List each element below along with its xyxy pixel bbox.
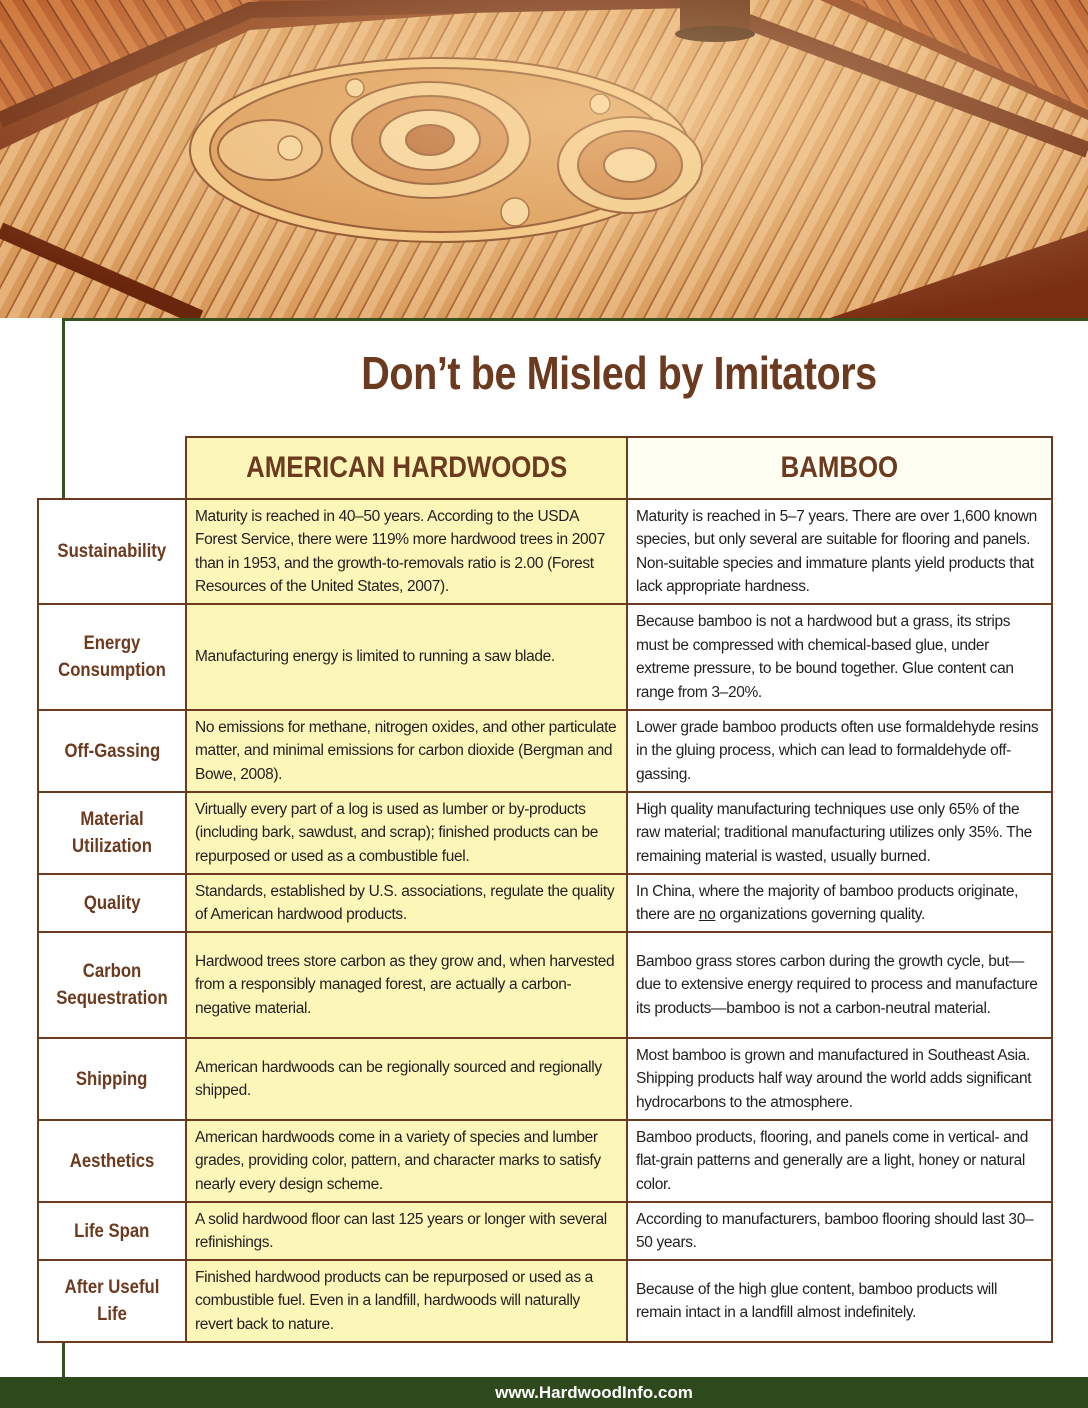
row-label: Off-Gassing (38, 710, 186, 792)
hardwood-cell: American hardwoods come in a variety of species and lumber grades, providing color, pattern, and character marks to satisfy nearly every design scheme. (186, 1120, 627, 1202)
bamboo-cell: Maturity is reached in 5–7 years. There are over 1,600 known species, but only several are suitable for flooring and panels. Non-suitable species and immature plants yield products that lack appropriate hardness. (627, 499, 1052, 604)
hardwood-cell: A solid hardwood floor can last 125 years or longer with several refinishings. (186, 1202, 627, 1260)
hardwood-cell: Virtually every part of a log is used as lumber or by-products (including bark, sawdust, and scrap); finished products can be repurposed or used as a combustible fuel. (186, 792, 627, 874)
bamboo-cell: According to manufacturers, bamboo flooring should last 30–50 years. (627, 1202, 1052, 1260)
bamboo-cell: Because bamboo is not a hardwood but a grass, its strips must be compressed with chemical-based glue, under extreme pressure, to be bound together. Glue content can range from 3–20%. (627, 604, 1052, 710)
table-row (38, 710, 1052, 792)
row-label: After Useful Life (38, 1260, 186, 1342)
hardwood-cell: Maturity is reached in 40–50 years. According to the USDA Forest Service, there were 119% more hardwood trees in 2007 than in 1953, and the growth-to-removals ratio is 2.00 (Forest Resources of the United States, 2007). (186, 499, 627, 604)
table-row (38, 1120, 1052, 1202)
footer-website-link[interactable]: www.HardwoodInfo.com (495, 1383, 693, 1402)
green-rule (62, 318, 1088, 321)
table-row (38, 874, 1052, 932)
bamboo-cell: Because of the high glue content, bamboo products will remain intact in a landfill almost indefinitely. (627, 1260, 1052, 1342)
row-label: Carbon Sequestration (38, 932, 186, 1038)
table-row (38, 499, 1052, 604)
bamboo-cell: Bamboo products, flooring, and panels come in vertical- and flat-grain patterns and generally are a light, honey or natural color. (627, 1120, 1052, 1202)
bamboo-cell: High quality manufacturing techniques use only 65% of the raw material; traditional manufacturing utilizes only 35%. The remaining material is wasted, usually burned. (627, 792, 1052, 874)
emphasis-no: no (698, 906, 716, 923)
table-row (38, 1202, 1052, 1260)
row-label: Energy Consumption (38, 604, 186, 710)
comparison-table (37, 436, 1053, 1343)
green-vertical-line (62, 1341, 65, 1377)
hardwood-cell: Standards, established by U.S. associations, regulate the quality of American hardwood products. (186, 874, 627, 932)
bamboo-cell: Bamboo grass stores carbon during the growth cycle, but—due to extensive energy required to process and manufacture its products—bamboo is not a carbon-neutral material. (627, 932, 1052, 1038)
row-label: Aesthetics (38, 1120, 186, 1202)
row-label: Sustainability (38, 499, 186, 604)
hardwood-cell: American hardwoods can be regionally sourced and regionally shipped. (186, 1038, 627, 1120)
hardwood-cell: Manufacturing energy is limited to running a saw blade. (186, 604, 627, 710)
column-header-hardwood: AMERICAN HARDWOODS (186, 437, 627, 499)
table-row (38, 792, 1052, 874)
row-label: Life Span (38, 1202, 186, 1260)
page-title: Don’t be Misled by Imitators (361, 347, 877, 399)
table-row (38, 1038, 1052, 1120)
row-label: Material Utilization (38, 792, 186, 874)
table-row (38, 1260, 1052, 1342)
row-label: Shipping (38, 1038, 186, 1120)
hardwood-cell: No emissions for methane, nitrogen oxides, and other particulate matter, and minimal emissions for carbon dioxide (Bergman and Bowe, 2008). (186, 710, 627, 792)
bamboo-cell: Most bamboo is grown and manufactured in Southeast Asia. Shipping products half way around the world adds significant hydrocarbons to the atmosphere. (627, 1038, 1052, 1120)
bamboo-cell: Lower grade bamboo products often use formaldehyde resins in the gluing process, which can lead to formaldehyde off-gassing. (627, 710, 1052, 792)
row-label: Quality (38, 874, 186, 932)
table-header-row (38, 437, 1052, 499)
column-header-bamboo: BAMBOO (627, 437, 1052, 499)
bamboo-cell: In China, where the majority of bamboo products originate, there are no organizations governing quality. (627, 874, 1052, 932)
hardwood-cell: Hardwood trees store carbon as they grow and, when harvested from a responsibly managed forest, are actually a carbon-negative material. (186, 932, 627, 1038)
table-row (38, 932, 1052, 1038)
hero-floor-image (0, 0, 1088, 318)
hardwood-cell: Finished hardwood products can be repurposed or used as a combustible fuel. Even in a landfill, hardwoods will naturally revert back to nature. (186, 1260, 627, 1342)
table-row (38, 604, 1052, 710)
header-corner (38, 437, 186, 499)
